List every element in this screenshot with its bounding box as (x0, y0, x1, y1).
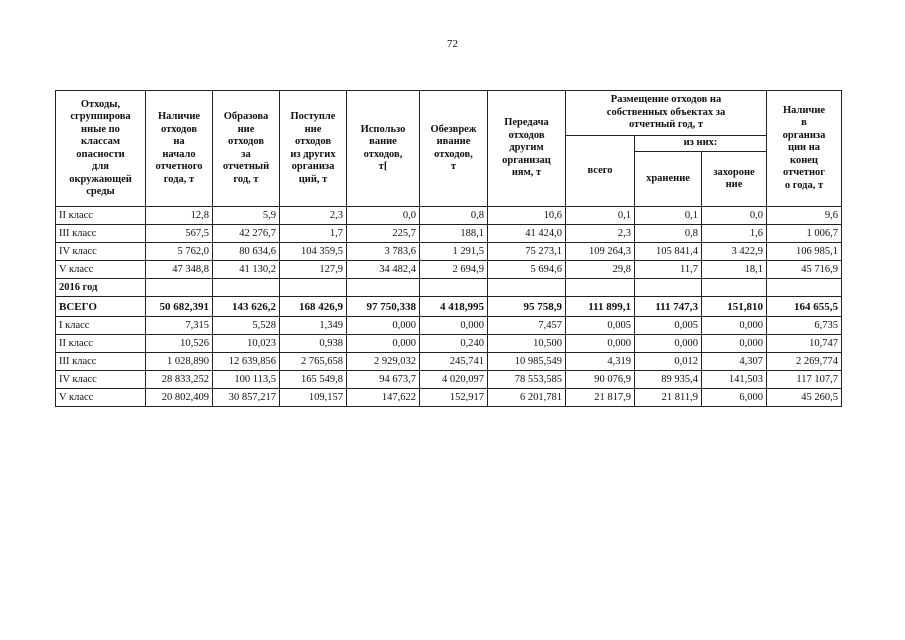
row-label: I класс (56, 317, 146, 335)
empty-cell (566, 279, 635, 297)
table-cell: 20 802,409 (146, 389, 213, 407)
table-cell: 0,000 (347, 317, 420, 335)
page-number: 72 (447, 38, 458, 50)
header-start-balance: Наличие отходов на начало отчетного года, т (146, 91, 213, 207)
table-row (56, 353, 842, 371)
table-cell: 80 634,6 (213, 243, 280, 261)
empty-cell (635, 279, 702, 297)
table-cell: 0,240 (420, 335, 488, 353)
header-end-balance: Наличие в организа ции на конец отчетног о года, т (767, 91, 842, 207)
table-cell: 3 783,6 (347, 243, 420, 261)
table-cell: 111 899,1 (566, 297, 635, 317)
table-cell: 7,457 (488, 317, 566, 335)
table-cell: 3 422,9 (702, 243, 767, 261)
table-cell: 9,6 (767, 207, 842, 225)
header-storage: хранение (635, 152, 702, 207)
empty-cell (420, 279, 488, 297)
table-cell: 6,735 (767, 317, 842, 335)
table-cell: 10,500 (488, 335, 566, 353)
table-cell: 6,000 (702, 389, 767, 407)
table-cell: 0,8 (420, 207, 488, 225)
table-cell: 75 273,1 (488, 243, 566, 261)
table-cell: 4 020,097 (420, 371, 488, 389)
table-cell: 127,9 (280, 261, 347, 279)
table-row (56, 207, 842, 225)
table-cell: 109 264,3 (566, 243, 635, 261)
row-label: IV класс (56, 371, 146, 389)
table-cell: 4,319 (566, 353, 635, 371)
table-body (56, 207, 842, 407)
header-generated: Образова ние отходов за отчетный год, т (213, 91, 280, 207)
table-cell: 109,157 (280, 389, 347, 407)
table-cell: 0,1 (635, 207, 702, 225)
table-cell: 2 765,658 (280, 353, 347, 371)
table-cell: 12,8 (146, 207, 213, 225)
table-cell: 95 758,9 (488, 297, 566, 317)
table-cell: 2,3 (566, 225, 635, 243)
empty-cell (280, 279, 347, 297)
table-cell: 1,7 (280, 225, 347, 243)
table-cell: 0,000 (702, 335, 767, 353)
table-cell: 0,000 (420, 317, 488, 335)
table-cell: 1 028,890 (146, 353, 213, 371)
table-cell: 104 359,5 (280, 243, 347, 261)
table-cell: 11,7 (635, 261, 702, 279)
table-cell: 5 694,6 (488, 261, 566, 279)
empty-cell (213, 279, 280, 297)
table-cell: 111 747,3 (635, 297, 702, 317)
header-waste-class: Отходы, сгруппирова нные по классам опасности для окружающей среды (56, 91, 146, 207)
table-cell: 50 682,391 (146, 297, 213, 317)
table-cell: 0,000 (702, 317, 767, 335)
table-cell: 165 549,8 (280, 371, 347, 389)
table-cell: 143 626,2 (213, 297, 280, 317)
table-cell: 0,005 (635, 317, 702, 335)
table-cell: 10,526 (146, 335, 213, 353)
table-cell: 5,528 (213, 317, 280, 335)
table-cell: 0,8 (635, 225, 702, 243)
table-cell: 41 130,2 (213, 261, 280, 279)
table-cell: 94 673,7 (347, 371, 420, 389)
table-cell: 0,000 (347, 335, 420, 353)
table-cell: 141,503 (702, 371, 767, 389)
table-cell: 245,741 (420, 353, 488, 371)
table-cell: 0,000 (566, 335, 635, 353)
empty-cell (702, 279, 767, 297)
year-row (56, 279, 842, 297)
table-cell: 117 107,7 (767, 371, 842, 389)
row-label: II класс (56, 207, 146, 225)
table-cell: 10,6 (488, 207, 566, 225)
table-cell: 2 929,032 (347, 353, 420, 371)
table-cell: 18,1 (702, 261, 767, 279)
table-cell: 188,1 (420, 225, 488, 243)
table-cell: 164 655,5 (767, 297, 842, 317)
table-row (56, 371, 842, 389)
table-cell: 97 750,338 (347, 297, 420, 317)
header-neutralized: Обезвреж ивание отходов, т (420, 91, 488, 207)
table-cell: 34 482,4 (347, 261, 420, 279)
table-cell: 106 985,1 (767, 243, 842, 261)
table-cell: 168 426,9 (280, 297, 347, 317)
table-row (56, 389, 842, 407)
row-label: ВСЕГО (56, 297, 146, 317)
table-row (56, 261, 842, 279)
table-cell: 1 006,7 (767, 225, 842, 243)
table-cell: 151,810 (702, 297, 767, 317)
table-cell: 21 817,9 (566, 389, 635, 407)
table-cell: 5 762,0 (146, 243, 213, 261)
empty-cell (347, 279, 420, 297)
table-cell: 30 857,217 (213, 389, 280, 407)
table-cell: 105 841,4 (635, 243, 702, 261)
header-transferred: Передача отходов другим организац иям, т (488, 91, 566, 207)
header-burial: захороне ние (702, 152, 767, 207)
table-cell: 45 260,5 (767, 389, 842, 407)
table-cell: 100 113,5 (213, 371, 280, 389)
table-cell: 0,005 (566, 317, 635, 335)
table-cell: 21 811,9 (635, 389, 702, 407)
header-received: Поступле ние отходов из других организа ций, т (280, 91, 347, 207)
header-placement: Размещение отходов на собственных объектах за отчетный год, т (566, 91, 767, 136)
table-cell: 12 639,856 (213, 353, 280, 371)
row-label: V класс (56, 261, 146, 279)
table-cell: 5,9 (213, 207, 280, 225)
table-cell: 0,000 (635, 335, 702, 353)
total-row (56, 297, 842, 317)
empty-cell (146, 279, 213, 297)
table-cell: 0,0 (702, 207, 767, 225)
table-cell: 10,747 (767, 335, 842, 353)
table-cell: 2,3 (280, 207, 347, 225)
table-cell: 89 935,4 (635, 371, 702, 389)
table-row (56, 335, 842, 353)
table-cell: 29,8 (566, 261, 635, 279)
table-cell: 0,012 (635, 353, 702, 371)
header-of-them: из них: (635, 136, 767, 152)
table-cell: 90 076,9 (566, 371, 635, 389)
table-cell: 1 291,5 (420, 243, 488, 261)
table-row (56, 225, 842, 243)
table-cell: 2 694,9 (420, 261, 488, 279)
table-cell: 28 833,252 (146, 371, 213, 389)
table-cell: 78 553,585 (488, 371, 566, 389)
table-row (56, 317, 842, 335)
table-cell: 6 201,781 (488, 389, 566, 407)
row-label: IV класс (56, 243, 146, 261)
table-cell: 47 348,8 (146, 261, 213, 279)
empty-cell (488, 279, 566, 297)
table-cell: 225,7 (347, 225, 420, 243)
table-cell: 10,023 (213, 335, 280, 353)
header-used: Использо вание отходов, т[ (347, 91, 420, 207)
table-cell: 42 276,7 (213, 225, 280, 243)
table-cell: 10 985,549 (488, 353, 566, 371)
table-cell: 152,917 (420, 389, 488, 407)
table-cell: 2 269,774 (767, 353, 842, 371)
table-cell: 0,0 (347, 207, 420, 225)
table-cell: 7,315 (146, 317, 213, 335)
row-label: V класс (56, 389, 146, 407)
table-cell: 147,622 (347, 389, 420, 407)
table-cell: 41 424,0 (488, 225, 566, 243)
table-cell: 1,349 (280, 317, 347, 335)
table-cell: 1,6 (702, 225, 767, 243)
table-cell: 0,1 (566, 207, 635, 225)
row-label: III класс (56, 225, 146, 243)
table-cell: 567,5 (146, 225, 213, 243)
row-label: III класс (56, 353, 146, 371)
year-label: 2016 год (56, 279, 146, 297)
header-placement-total: всего (566, 136, 635, 207)
table-cell: 4,307 (702, 353, 767, 371)
waste-table (55, 90, 842, 407)
table-cell: 0,938 (280, 335, 347, 353)
row-label: II класс (56, 335, 146, 353)
empty-cell (767, 279, 842, 297)
table-row (56, 243, 842, 261)
table-header (56, 91, 842, 207)
table-cell: 4 418,995 (420, 297, 488, 317)
table-cell: 45 716,9 (767, 261, 842, 279)
